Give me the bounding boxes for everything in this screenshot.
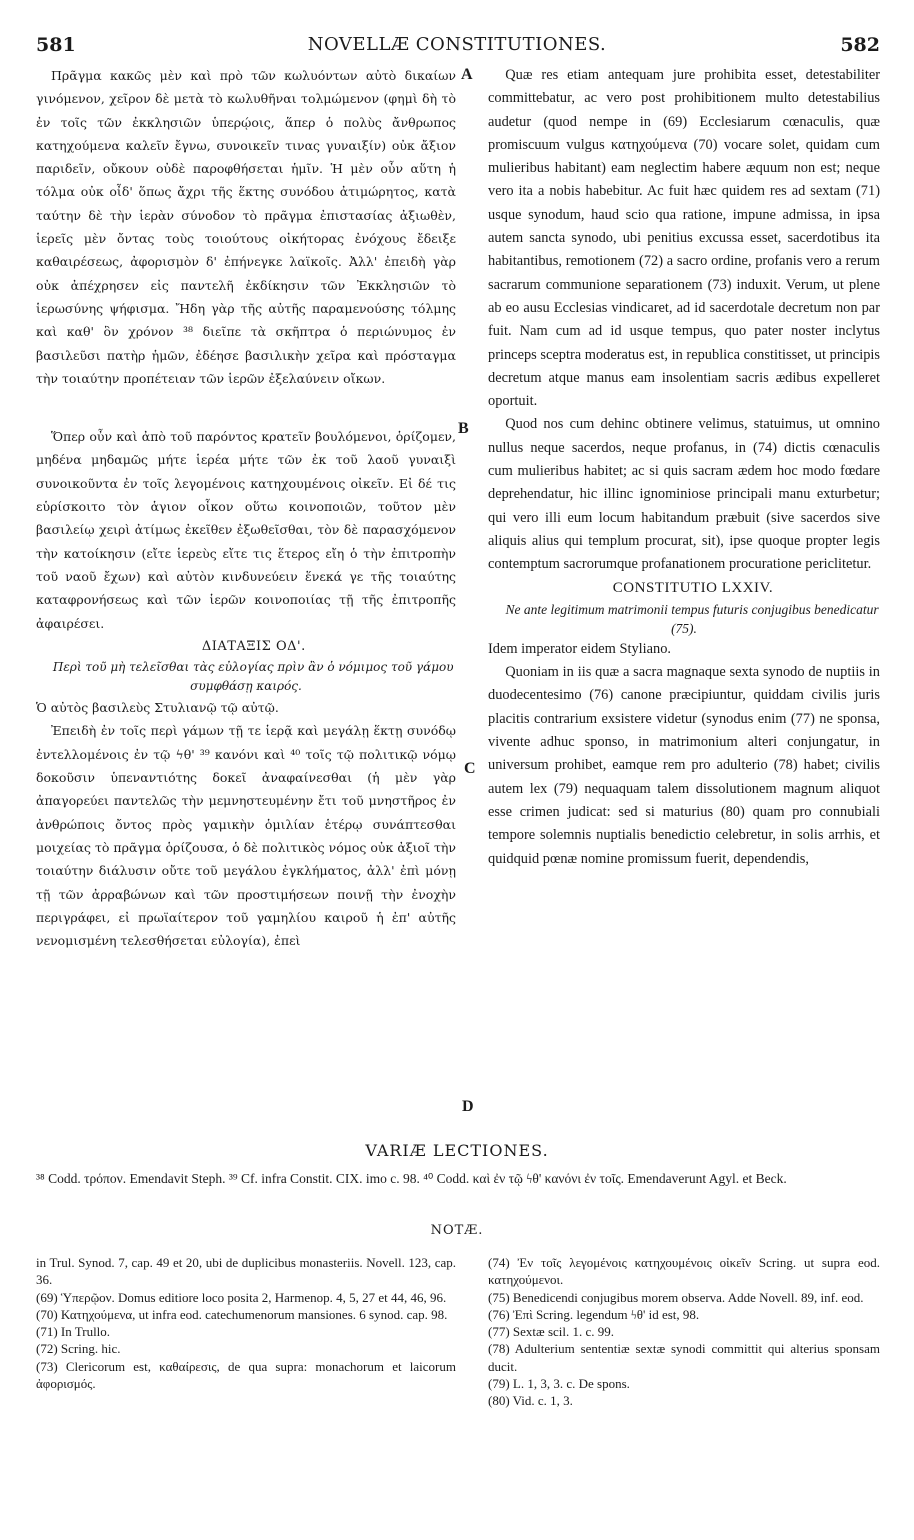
- margin-letter-d: D: [462, 1098, 474, 1115]
- page-number-right: 582: [840, 34, 880, 56]
- greek-column: [36, 64, 456, 1134]
- notes-left-column: [36, 1254, 456, 1392]
- latin-address-line: Idem imperator eidem Styliano.: [488, 640, 672, 657]
- note-item: (78) Adulterium sententiæ sextæ synodi committit qui alterius sponsam ducit.: [488, 1341, 880, 1374]
- margin-letter-b: B: [458, 420, 469, 437]
- page-number-left: 581: [36, 34, 76, 56]
- note-item: (70) Κατηχούμενα, ut infra eod. catechumenorum mansiones. 6 synod. cap. 98.: [36, 1306, 448, 1322]
- variae-lectiones-text: ³⁸ Codd. τρόπον. Emendavit Steph. ³⁹ Cf. infra Constit. CIX. imo c. 98. ⁴⁰ Codd. καὶ ἐν τῷ ϟθ' κανόνι ἐν τοῖς. Emendaverunt Agyl. et Beck.: [36, 1171, 787, 1186]
- note-item: (75) Benedicendi conjugibus morem observa. Adde Novell. 89, inf. eod.: [488, 1289, 864, 1305]
- margin-letter-a: A: [461, 66, 473, 83]
- variae-lectiones-heading: VARIÆ LECTIONES.: [365, 1141, 549, 1160]
- note-item: (76) Ἐπὶ Scring. legendum ϟθ' id est, 98.: [488, 1306, 700, 1322]
- page-header: [0, 30, 914, 64]
- note-item: (73) Clericorum est, καθαίρεσις, de qua supra: monachorum et laicorum ἀφορισμός.: [36, 1358, 456, 1392]
- note-item: (80) Vid. c. 1, 3.: [488, 1393, 573, 1409]
- running-title: NOVELLÆ CONSTITUTIONES.: [307, 34, 607, 55]
- latin-paragraph-1: Quæ res etiam antequam jure prohibita esset, detestabiliter committebatur, ac vero post prohibitionem multo detestabilius audetur (quod nempe in (69) Ecclesiarum cœnaculis, quæ promiscuum vulgus κατηχούμενα (70) vocare solet, quidam cum mulieribus habitant) eam neglectim habere æquum non est; neque vero ita a nobis habebitur. Ac fuit hæc quidem res ad sextam (71) usque synodum, haud scio qua ratione, impune admissa, in ipsa autem sancta synodo, ubi penitius excussa esset, sacerdotibus ita habitantibus, remotionem (72) a sacro ordine, profanis vero a rerum sacrarum communione separationem (73) induxit. Verum, ut plene ab eo ausu Ecclesias vindicaret, ad id sacerdotale decretum non par fuit. Nam cum ad id usque tempus, quo pater noster inclytus princeps sceptra moderatus est, in republica constitisset, ut principis decretum atque manus eam insolentiam sacris ædibus expelleret oportuit.: [488, 67, 880, 410]
- margin-letter-c: C: [464, 760, 476, 777]
- note-item: (69) Ὑπερῷον. Domus editiore loco posita 2, Harmenop. 4, 5, 27 et 44, 46, 96.: [36, 1289, 447, 1305]
- greek-constitution-heading: ΔΙΑΤΑΞΙΣ ΟΔ'.: [201, 638, 306, 654]
- greek-address-line: Ὁ αὐτὸς βασιλεὺς Στυλιανῷ τῷ αὐτῷ.: [36, 700, 279, 716]
- latin-paragraph-3: Quoniam in iis quæ a sacra magnaque sexta synodo de nuptiis in duodecentesimo (76) canone præcipiuntur, quiddam civilis juris placitis contrarium exsistere videtur (synodus enim (77) ne sponsa, vivente adhuc sponso, in matrimonium alteri conjungatur, in universum prohibet, eamque rem pro adulterio (78) habet; civilis autem lex (79) nequaquam talem dissolutionem magnum aliquot esse crimen judicat: sed si maturius (80) quam pro connubiali tempore solemnis nuptialis benedictio celebretur, in solis arrhis, et quidquid pœnæ nomine promissum fuerit, dependendis,: [488, 664, 880, 867]
- latin-constitution-heading: CONSTITUTIO LXXIV.: [612, 579, 774, 596]
- note-item: in Trul. Synod. 7, cap. 49 et 20, ubi de duplicibus monasteriis. Novell. 123, cap. 36.: [36, 1255, 456, 1288]
- latin-paragraph-2: Quod nos cum dehinc obtinere velimus, statuimus, ut omnino nullus neque sacerdos, neque profanus, in (74) dictis cœnaculis cum mulieribus habitet; ac si quis sacram ædem hoc modo fœdare deprehendatur, hic illinc ignominiose principali manu exturbetur; qui vero illi eum locum habitandum præbuit (sive sacerdos sive aliquis alius qui templum procurat, sit), ipse quoque propter legis contemptum sacrorumque profanationem procuratione periclitetur.: [488, 416, 880, 573]
- note-item: (77) Sextæ scil. 1. c. 99.: [488, 1324, 615, 1340]
- note-item: (74) Ἐν τοῖς λεγομένοις κατηχουμένοις οἰκεῖν Scring. ut supra eod. κατηχούμενοι.: [488, 1255, 880, 1288]
- note-item: (79) L. 1, 3, 3. c. De spons.: [488, 1376, 630, 1392]
- greek-paragraph-3: Ἐπειδὴ ἐν τοῖς περὶ γάμων τῇ τε ἱερᾷ καὶ μεγάλῃ ἕκτῃ συνόδῳ ἐντελλομένοις ἐν τῷ ϟθ' ³⁹ κανόνι καὶ ⁴⁰ τοῖς τῷ πολιτικῷ νόμῳ δοκοῦσιν ὑπεναντιότης δοκεῖ ἀναφαίνεσθαι (ἡ μὲν γὰρ ἀπαγορεύει παντελῶς τὴν μεμνηστευμένην ἔτι τοῦ μνηστῆρος ἐν ἀνθρώποις ὄντος πρὸς γαμικὴν ὁμιλίαν ἑτέρῳ συνάπτεσθαι μοιχείας τὸ πρᾶγμα ὁρίζουσα, ὁ δὲ πολιτικὸς νόμος οὐκ ἀξιοῖ τὴν τοιαύτην διάλυσιν οὔτε τοῦ μεγάλου ἐγκλήματος, ἀλλ' ἐπὶ μόνῃ τῇ τῶν ἀρραβώνων καὶ τῶν προστιμήσεων ποινῇ τὴν ἐνοχὴν περιγράφει, εἰ πρωϊαίτερον τοῦ γαμηλίου καιροῦ ἡ ἐπ' αὐτῆς νενομισμένη τελεσθήσεται εὐλογία), ἐπεὶ: [36, 723, 456, 949]
- latin-constitution-subtitle: Ne ante legitimum matrimonii tempus futuris conjugibus benedicatur (75).: [505, 601, 879, 636]
- notes-right-column: [488, 1254, 880, 1410]
- greek-paragraph-1: Πρᾶγμα κακῶς μὲν καὶ πρὸ τῶν κωλυόντων αὐτὸ δικαίων γινόμενον, χεῖρον δὲ μετὰ τὸ κωλυθῆναι τολμώμενον (φημὶ δὴ τὸ ἐν τοῖς τῶν ἐκκλησιῶν ὑπερῴοις, ἅπερ ὁ πολὺς ἄνθρωπος κατηχούμενα καλεῖν ἔγνω, συνοικεῖν τινας γυναιξίν) οὐκ ἄξιον παριδεῖν, οὔκουν οὐδὲ παροφθήσεται ἡμῖν. Ἡ μὲν οὖν αὕτη ἡ τόλμα οὐκ οἶδ' ὅπως ἄχρι τῆς ἕκτης συνόδου ἀτιμώρητος, κατὰ ταύτην δὲ τὴν ἱερὰν σύνοδον τὸ πρᾶγμα ἐπιστασίας ἀξιωθὲν, ἱερεῖς μὲν ὄντας τοὺς τοιούτους οἰκήτορας ἐνόχους ἔδειξε καθαιρέσεως, ἀφορισμὸν δ' ἐπήνεγκε λαϊκοῖς. Ἀλλ' ἐπειδὴ γὰρ οὐκ ἀπέχρησεν εἰς παντελῆ ἐκδίκησιν τῶν Ἐκκλησιῶν τὸ ἱερωσύνης ψήφισμα. Ἤδη γὰρ τῆς αὐτῆς παραμενούσης τόλμης καὶ καθ' ὃν χρόνον ³⁸ διεῖπε τὰ σκῆπτρα ὁ περιώνυμος ἐν βασιλεῦσι πατὴρ ἡμῶν, ἐδέησε βασιλικὴν χεῖρα καὶ πρόσταγμα τὴν τοιαύτην προπέτειαν τῶν ἱερῶν ἐξελαύνειν οἴκων.: [36, 68, 456, 386]
- latin-column: [488, 64, 880, 1134]
- greek-constitution-subtitle: Περὶ τοῦ μὴ τελεῖσθαι τὰς εὐλογίας πρὶν ἂν ὁ νόμιμος τοῦ γάμου συμφθάσῃ καιρός.: [52, 660, 454, 694]
- notae-heading: NOTÆ.: [430, 1223, 484, 1238]
- note-item: (72) Scring. hic.: [36, 1341, 121, 1357]
- note-item: (71) In Trullo.: [36, 1324, 111, 1340]
- greek-paragraph-2: Ὅπερ οὖν καὶ ἀπὸ τοῦ παρόντος κρατεῖν βουλόμενοι, ὁρίζομεν, μηδένα μηδαμῶς μήτε ἱερέα μήτε τῶν ἐκ τοῦ λαοῦ γυναιξὶ συνοικοῦντα ἐν τοῖς λεγομένοις κατηχουμένοις οἰκεῖν. Εἰ δέ τις εὑρίσκοιτο τὸν ἁγιον οἶκον οὕτω κοινοποιῶν, τοῦτον μὲν βασιλείῳ χειρὶ ἀτίμως ἐκεῖθεν ἐξωθεῖσθαι, τὸν δὲ παρασχόμενον τὴν κατοίκησιν (εἴτε ἱερεὺς εἴτε τις ἕτερος εἴη ὁ τὴν ἐπιτροπὴν τοῦ ναοῦ ἔχων) καὶ αὐτὸν κινδυνεύειν ἕνεκά γε τῆς τοιαύτης καταφρονήσεως καὶ τῶν ἱερῶν κοινοποιίας τῇ τῆς ἐπιτροπῆς ἀφαιρέσει.: [36, 429, 456, 631]
